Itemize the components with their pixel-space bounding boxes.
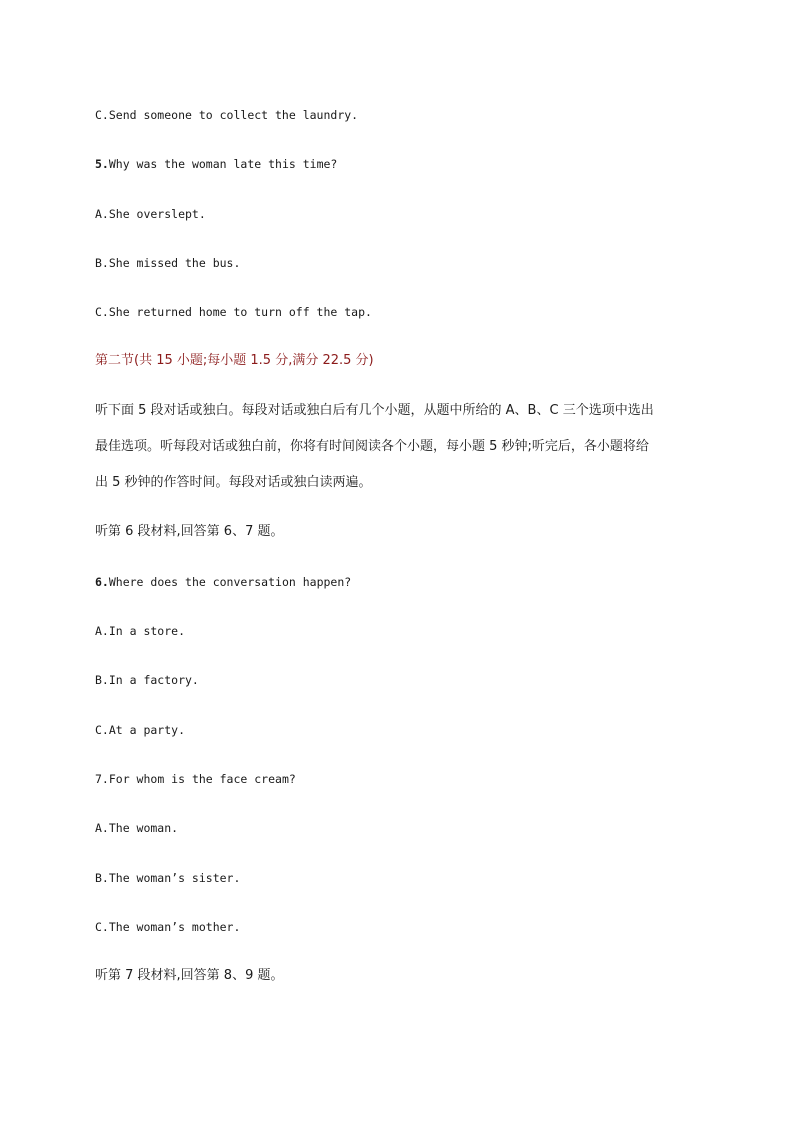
option-b-q6: B.In a factory. (95, 673, 199, 687)
section-title: 第二节(共 15 小题;每小题 1.5 分,满分 22.5 分) (95, 353, 374, 368)
material-heading-6: 听第 6 段材料,回答第 6、7 题。 (95, 524, 284, 539)
question-text: For whom is the face cream? (108, 772, 296, 786)
option-b-q5: B.She missed the bus. (95, 256, 241, 270)
option-c-q6: C.At a party. (95, 723, 186, 737)
question-5 (95, 156, 337, 172)
question-number: 6. (95, 575, 109, 589)
option-a-q7: A.The woman. (95, 821, 179, 835)
question-6 (95, 574, 351, 590)
material-heading-7: 听第 7 段材料,回答第 8、9 题。 (95, 968, 284, 983)
option-a-q6: A.In a store. (95, 624, 186, 638)
option-c-q5: C.She returned home to turn off the tap. (95, 305, 372, 319)
question-number: 7. (95, 772, 109, 786)
option-a-q5: A.She overslept. (95, 207, 206, 221)
question-text: Where does the conversation happen? (108, 575, 352, 589)
option-b-q7: B.The woman’s sister. (95, 871, 241, 885)
question-number: 5. (95, 157, 109, 171)
question-7 (95, 771, 296, 787)
option-c-q7: C.The woman’s mother. (95, 920, 241, 934)
instructions-line-3: 出 5 秒钟的作答时间。每段对话或独白读两遍。 (95, 475, 372, 490)
option-c-q4: C.Send someone to collect the laundry. (95, 108, 359, 122)
instructions-line-2: 最佳选项。听每段对话或独白前，你将有时间阅读各个小题，每小题 5 秒钟;听完后，各小题将给 (95, 439, 649, 454)
question-text: Why was the woman late this time? (108, 157, 338, 171)
instructions-line-1: 听下面 5 段对话或独白。每段对话或独白后有几个小题，从题中所给的 A、B、C 三个选项中选出 (95, 403, 654, 418)
